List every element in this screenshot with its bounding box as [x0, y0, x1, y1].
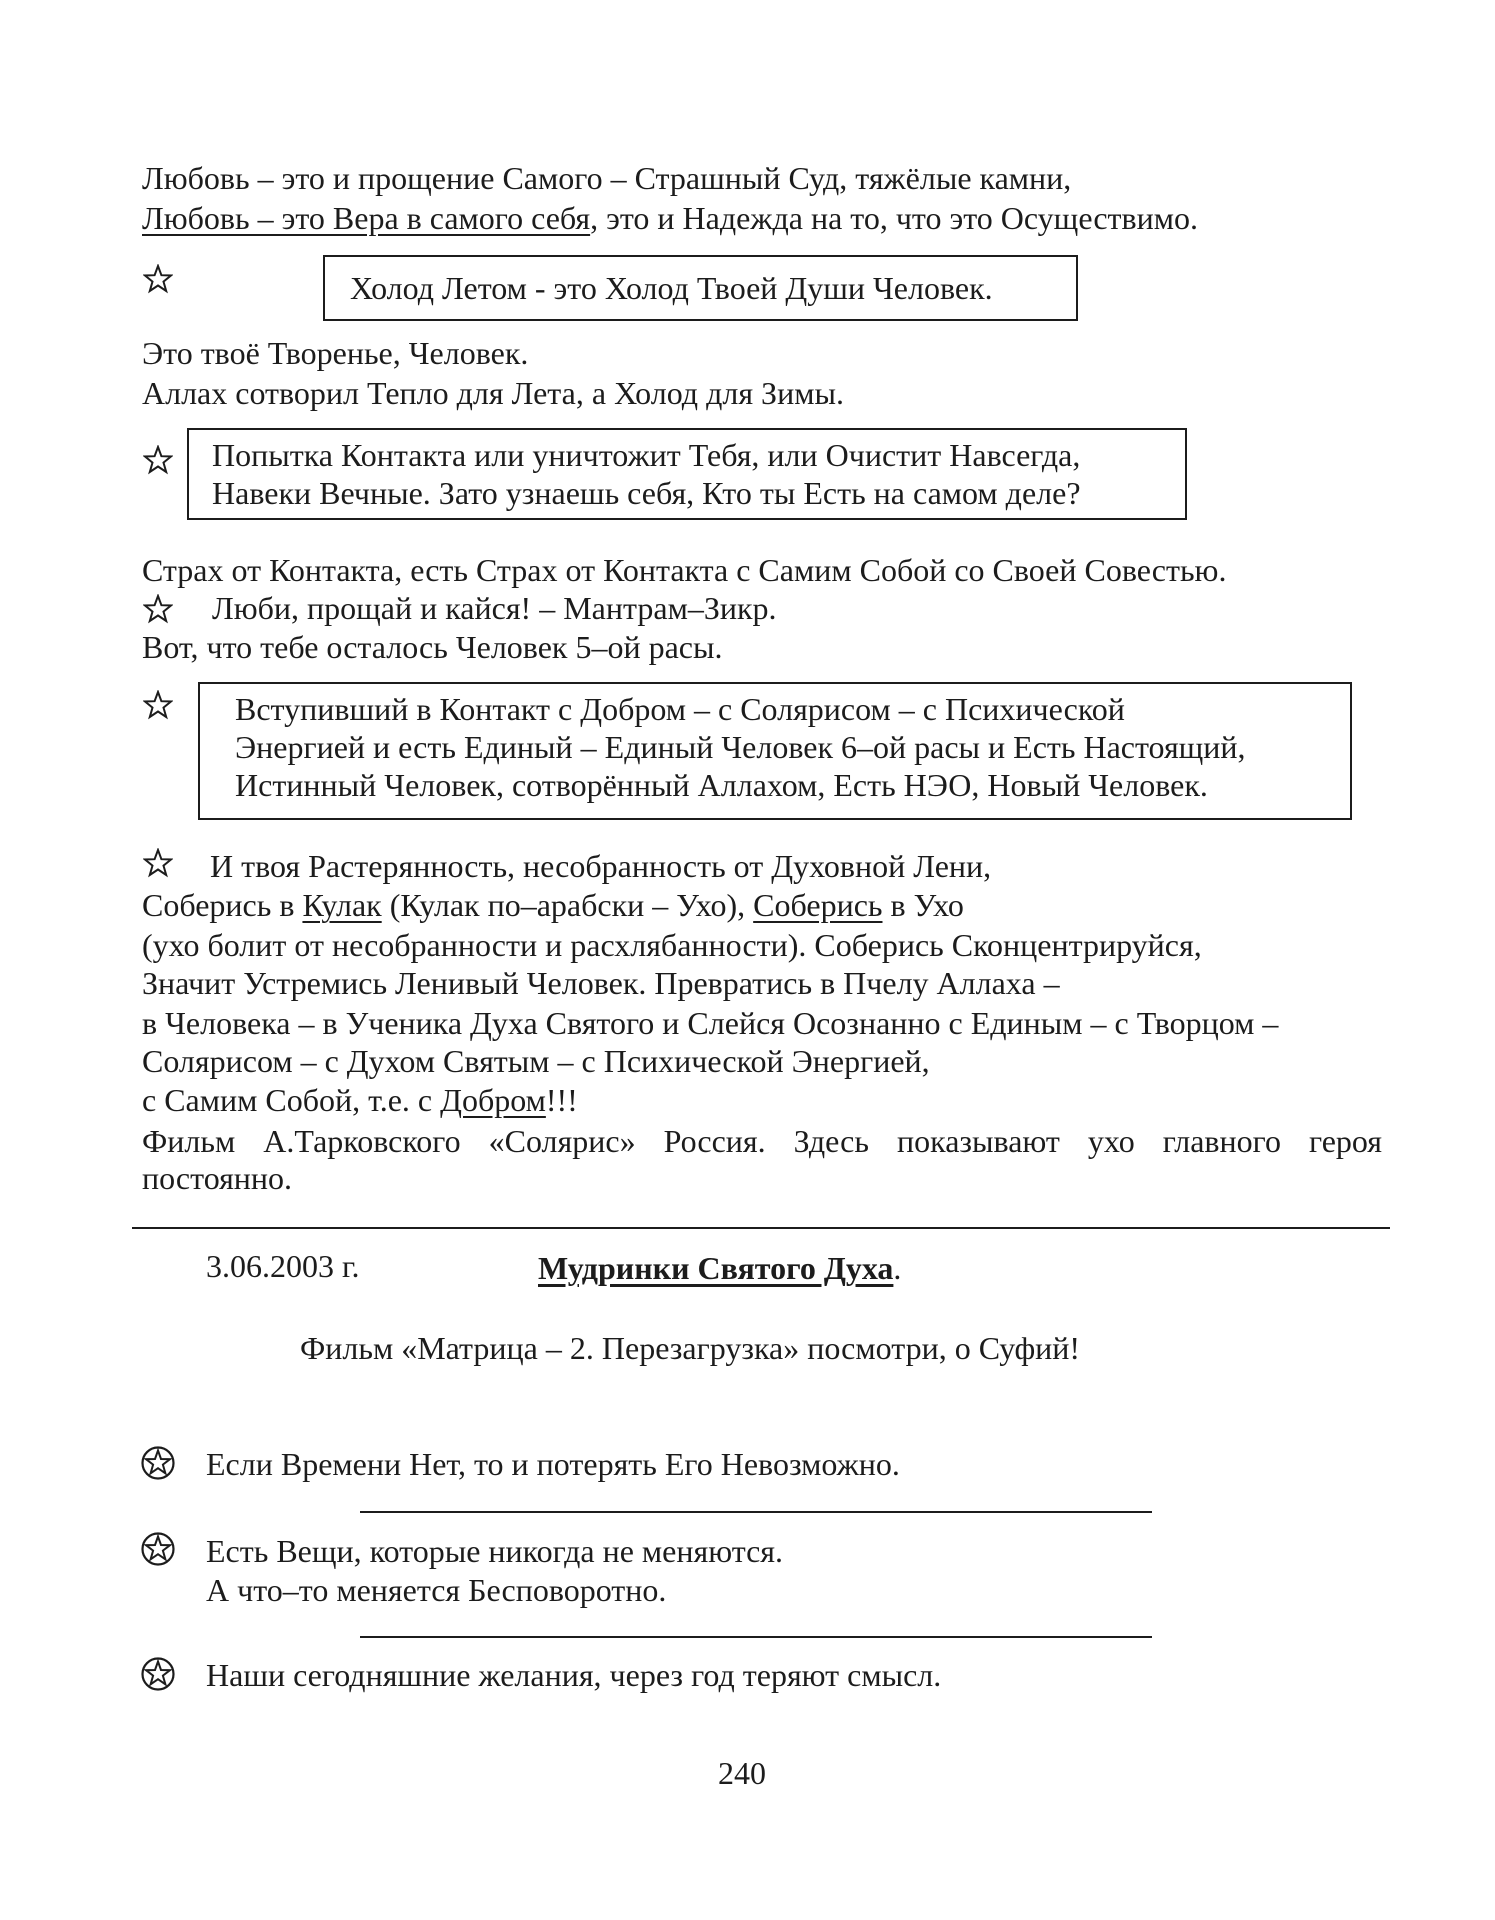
text-line: с Самим Собой, т.е. с Добром!!!	[142, 1082, 578, 1118]
text-line: Значит Устремись Ленивый Человек. Превратись в Пчелу Аллаха –	[142, 965, 1060, 1001]
page-number: 240	[718, 1755, 766, 1791]
circled-star-icon	[140, 1531, 176, 1567]
text-line: Любовь – это Вера в самого себя, это и Надежда на то, что это Осуществимо.	[142, 200, 1198, 236]
text-line: Вот, что тебе осталось Человек 5–ой расы.	[142, 629, 723, 665]
framed-statement	[323, 255, 1078, 321]
text-line: Люби, прощай и кайся! – Мантрам–Зикр.	[212, 590, 777, 626]
section-subtitle: Фильм «Матрица – 2. Перезагрузка» посмотри, о Суфий!	[300, 1330, 1081, 1366]
underlined-word: Кулак	[302, 887, 382, 923]
saying-divider	[360, 1511, 1152, 1513]
circled-star-icon	[140, 1656, 176, 1692]
star-outline-icon	[143, 445, 173, 475]
underlined-phrase: Любовь – это Вера в самого себя	[142, 200, 591, 236]
underlined-word: Соберись	[753, 887, 883, 923]
box-text: Истинный Человек, сотворённый Аллахом, Есть НЭО, Новый Человек.	[235, 767, 1208, 803]
section-title: Мудринки Святого Духа.	[538, 1250, 902, 1286]
box-text: Энергией и есть Единый – Единый Человек 6–ой расы и Есть Настоящий,	[235, 729, 1246, 765]
star-outline-icon	[143, 848, 173, 878]
circled-star-icon	[140, 1445, 176, 1481]
text-line: (ухо болит от несобранности и расхлябанности). Соберись Сконцентрируйся,	[142, 927, 1202, 963]
underlined-word: Добром	[440, 1082, 546, 1118]
text-line: Страх от Контакта, есть Страх от Контакта с Самим Собой со Своей Совестью.	[142, 552, 1227, 588]
section-divider	[132, 1227, 1390, 1229]
star-outline-icon	[143, 690, 173, 720]
text-line: в Человека – в Ученика Духа Святого и Слейся Осознанно с Единым – с Творцом –	[142, 1005, 1279, 1041]
text-line: И твоя Растерянность, несобранность от Духовной Лени,	[210, 848, 992, 884]
box-text: Попытка Контакта или уничтожит Тебя, или Очистит Навсегда,	[212, 437, 1081, 473]
box-text: Вступивший в Контакт с Добром – с Солярисом – с Психической	[235, 691, 1125, 727]
saying-text: Наши сегодняшние желания, через год теряют смысл.	[206, 1657, 942, 1693]
box-text: Навеки Вечные. Зато узнаешь себя, Кто ты Есть на самом деле?	[212, 475, 1081, 511]
saying-divider	[360, 1636, 1152, 1638]
star-outline-icon	[143, 264, 173, 294]
saying-text: А что–то меняется Бесповоротно.	[206, 1572, 667, 1608]
text-line: Это твоё Творенье, Человек.	[142, 335, 529, 371]
text-line: Аллах сотворил Тепло для Лета, а Холод для Зимы.	[142, 375, 844, 411]
box-text: Холод Летом - это Холод Твоей Души Человек.	[350, 270, 993, 306]
text-line: Фильм А.Тарковского «Солярис» Россия. Здесь показывают ухо главного героя	[142, 1123, 1382, 1159]
saying-text: Если Времени Нет, то и потерять Его Невозможно.	[206, 1446, 900, 1482]
text-line: Соберись в Кулак (Кулак по–арабски – Ухо), Соберись в Ухо	[142, 887, 964, 923]
saying-text: Есть Вещи, которые никогда не меняются.	[206, 1533, 783, 1569]
framed-statement	[187, 428, 1187, 520]
framed-statement	[198, 682, 1352, 820]
text-line: постоянно.	[142, 1160, 293, 1196]
star-outline-icon	[143, 594, 173, 624]
section-date: 3.06.2003 г.	[206, 1248, 360, 1284]
text-line: Солярисом – с Духом Святым – с Психической Энергией,	[142, 1043, 930, 1079]
text-line: Любовь – это и прощение Самого – Страшный Суд, тяжёлые камни,	[142, 160, 1072, 196]
